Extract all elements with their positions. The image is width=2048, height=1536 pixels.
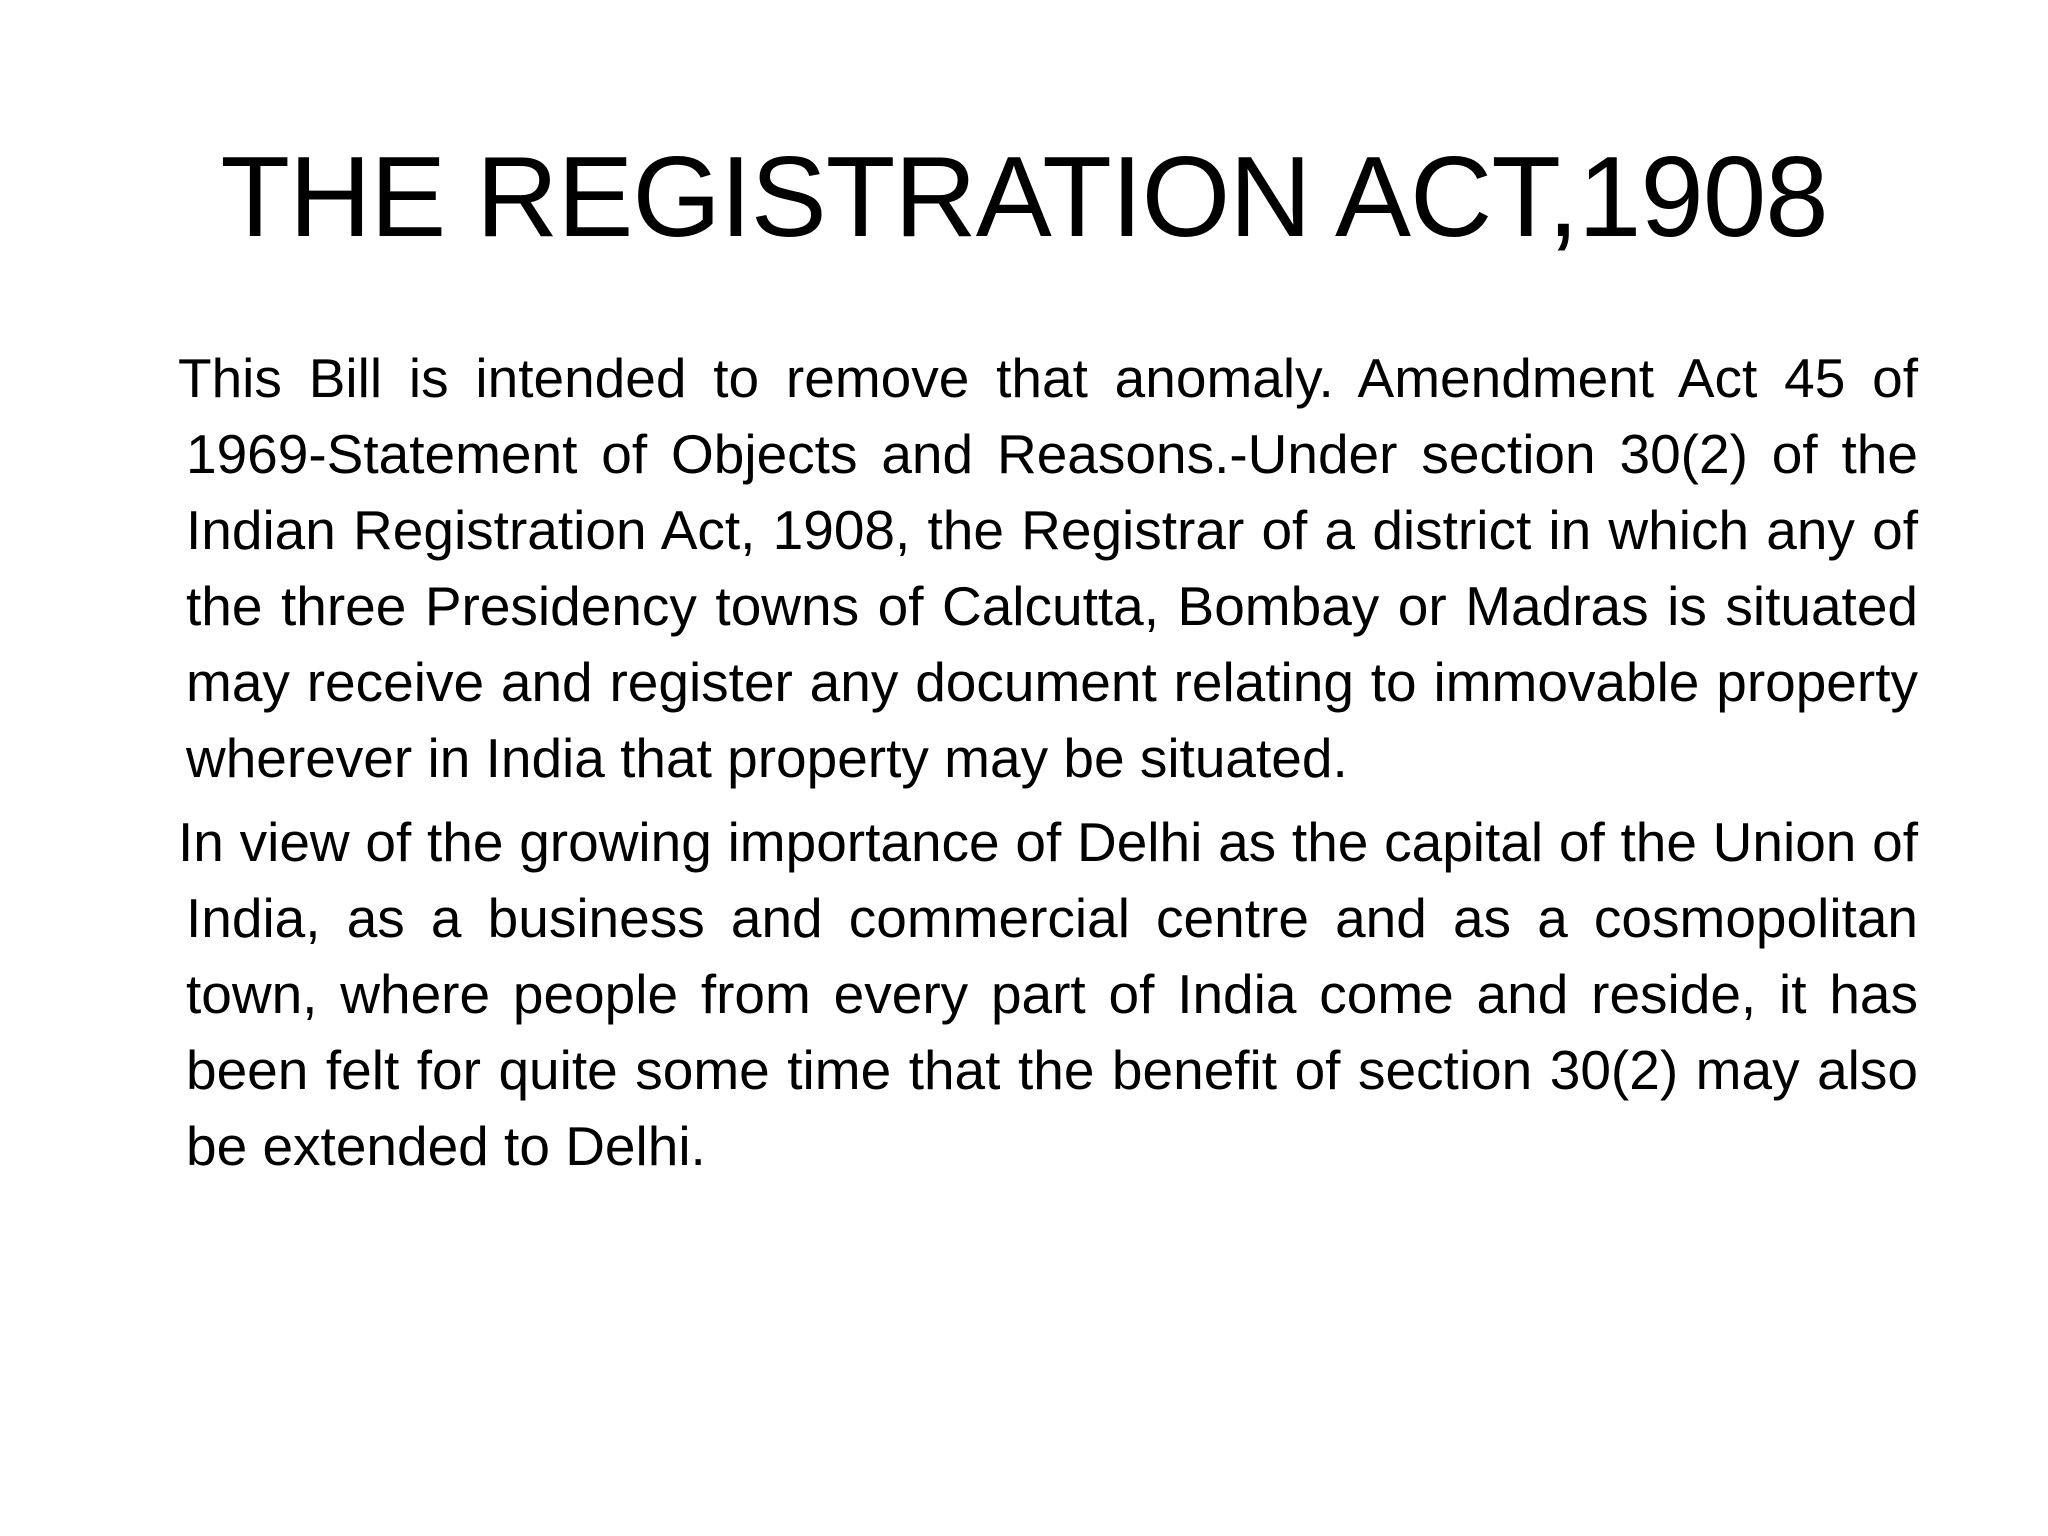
- slide-title: THE REGISTRATION ACT,1908: [220, 134, 1828, 261]
- body-paragraph-2: In view of the growing importance of Delhi as the capital of the Union of India, as a business and commercial centre and as a cosmopolitan town, where people from every part of India come and reside, it has been felt for quite some time that the benefit of section 30(2) may also be extended to Delhi.: [178, 811, 1918, 1177]
- body-paragraph-1: This Bill is intended to remove that anomaly. Amendment Act 45 of 1969-Statement of Objects and Reasons.-Under section 30(2) of the Indian Registration Act, 1908, the Registrar of a district in which any of the three Presidency towns of Calcutta, Bombay or Madras is situated may receive and register any document relating to immovable property wherever in India that property may be situated.: [178, 347, 1918, 789]
- slide-body: [178, 340, 1918, 1192]
